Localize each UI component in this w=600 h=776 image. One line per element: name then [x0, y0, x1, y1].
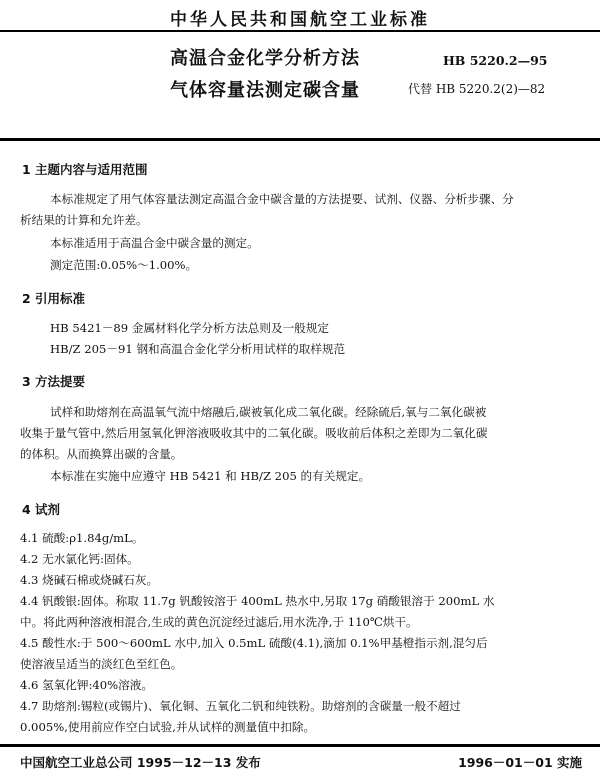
section-4-line: 4.1 硫酸:ρ1.84g/mL。: [20, 531, 144, 545]
section-4-heading: 4 试剂: [22, 502, 61, 517]
section-4-line: 4.7 助熔剂:锡粒(或锡片)、氧化铜、五氧化二钒和纯铁粉。助熔剂的含碳量一般不超过: [20, 699, 461, 713]
section-4-line: 中。将此两种溶液相混合,生成的黄色沉淀经过滤后,用水洗净,于 110℃烘干。: [20, 615, 418, 629]
section-4-line: 4.6 氢氧化钾:40%溶液。: [20, 678, 153, 692]
title-line-2: 气体容量法测定碳含量: [170, 80, 360, 101]
footer-rule: [0, 744, 600, 747]
section-1-line: 本标准适用于高温合金中碳含量的测定。: [50, 236, 259, 250]
section-1-line: 析结果的计算和允许差。: [20, 213, 148, 227]
section-2-line: HB 5421－89 金属材料化学分析方法总则及一般规定: [50, 321, 329, 335]
section-4-line: 4.2 无水氯化钙:固体。: [20, 552, 139, 566]
section-4-line: 4.4 钒酸银:固体。称取 11.7g 钒酸铵溶于 400mL 热水中,另取 17g 硝酸银溶于 200mL 水: [20, 594, 495, 608]
section-3-line: 试样和助熔剂在高温氧气流中熔融后,碳被氧化成二氧化碳。经除硫后,氧与二氧化碳被: [50, 405, 487, 419]
replaces-standard: 代替 HB 5220.2(2)—82: [408, 82, 546, 96]
section-4-line: 4.3 烧碱石棉或烧碱石灰。: [20, 573, 159, 587]
section-2-line: HB/Z 205－91 钢和高温合金化学分析用试样的取样规范: [50, 342, 346, 356]
section-3-line: 收集于量气管中,然后用氢氧化钾溶液吸收其中的二氧化碳。吸收前后体积之差即为二氧化碳: [20, 426, 488, 440]
section-3-line: 本标准在实施中应遵守 HB 5421 和 HB/Z 205 的有关规定。: [50, 469, 371, 483]
section-3-line: 的体积。从而换算出碳的含量。: [20, 447, 183, 461]
section-1-line: 测定范围:0.05%～1.00%。: [50, 258, 198, 272]
section-4-line: 0.005%,使用前应作空白试验,并从试样的测量值中扣除。: [20, 720, 316, 734]
publish-info: 中国航空工业总公司 1995－12－13 发布: [20, 755, 261, 770]
standard-number: HB 5220.2—95: [443, 53, 548, 68]
org-header: 中华人民共和国航空工业标准: [170, 10, 430, 30]
section-1-heading: 1 主题内容与适用范围: [22, 162, 148, 177]
effective-date: 1996－01－01 实施: [458, 755, 582, 770]
section-4-line: 使溶液呈适当的淡红色至红色。: [20, 657, 183, 671]
title-rule: [0, 138, 600, 141]
section-1-line: 本标准规定了用气体容量法测定高温合金中碳含量的方法提要、试剂、仪器、分析步骤、分: [50, 192, 514, 206]
title-line-1: 高温合金化学分析方法: [170, 48, 360, 69]
section-3-heading: 3 方法提要: [22, 374, 86, 389]
section-2-heading: 2 引用标准: [22, 291, 86, 306]
section-4-line: 4.5 酸性水:于 500～600mL 水中,加入 0.5mL 硫酸(4.1),滴加 0.1%甲基橙指示剂,混匀后: [20, 636, 488, 650]
header-rule: [0, 30, 600, 32]
